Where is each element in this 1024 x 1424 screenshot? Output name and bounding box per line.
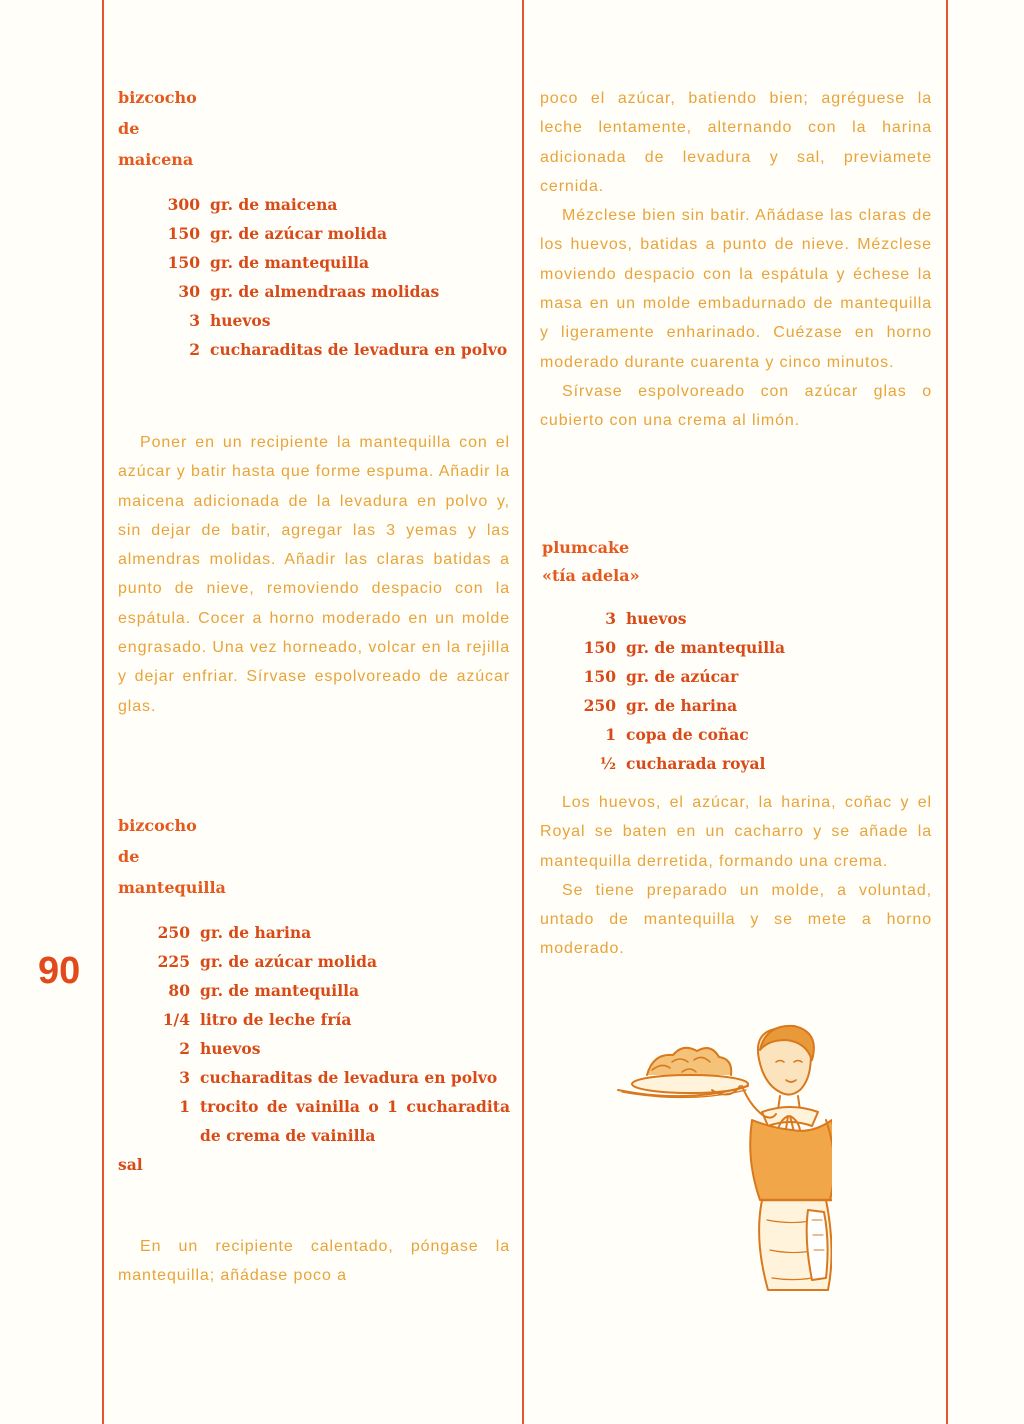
- ingredient-qty: ½: [599, 754, 616, 773]
- ingredient-text: gr. de mantequilla: [200, 981, 360, 1000]
- ingredient-text: cucharaditas de levadura en polvo: [200, 1068, 498, 1087]
- recipe-instructions: [118, 1232, 510, 1291]
- ingredient-item: [148, 277, 508, 306]
- ingredient-text: gr. de azúcar: [626, 667, 739, 686]
- ingredient-text: litro de leche fría: [200, 1010, 352, 1029]
- recipe-title: [118, 810, 510, 903]
- recipe-title: [118, 82, 510, 175]
- ingredient-qty: 1: [179, 1097, 190, 1116]
- recipe-bizcocho-mantequilla: [118, 810, 510, 1179]
- ingredient-item: [572, 691, 912, 720]
- ingredient-item: [148, 976, 510, 1005]
- ingredient-item: [572, 662, 912, 691]
- ingredient-item: [148, 1034, 510, 1063]
- title-line: bizcocho: [118, 816, 197, 835]
- margin-rule-left: [102, 0, 104, 1424]
- ingredient-item: [572, 604, 912, 633]
- continued-instructions: [540, 84, 932, 436]
- ingredient-qty: 150: [167, 253, 200, 272]
- recipe-instructions: [540, 788, 932, 964]
- ingredient-text: gr. de harina: [200, 923, 312, 942]
- ingredient-qty: 300: [167, 195, 200, 214]
- ingredient-text: huevos: [210, 311, 271, 330]
- ingredient-item: [148, 248, 508, 277]
- ingredient-item: [148, 1063, 510, 1092]
- instruction-paragraph: poco el azúcar, batiendo bien; agréguese la leche lentamente, alternando con la harina adicionada de levadura y sal, previamete cernida.: [540, 90, 932, 195]
- ingredient-item: [148, 1005, 510, 1034]
- ingredient-text: gr. de almendraas molidas: [210, 282, 440, 301]
- margin-rule-right: [946, 0, 948, 1424]
- column-divider: [522, 0, 524, 1424]
- recipe-plumcake: [542, 534, 932, 778]
- ingredient-item: [148, 918, 510, 947]
- title-line: mantequilla: [118, 878, 226, 897]
- instruction-paragraph: Se tiene preparado un molde, a voluntad, untado de mantequilla y se mete a horno moderado.: [540, 881, 932, 958]
- ingredient-text: gr. de maicena: [210, 195, 338, 214]
- ingredient-qty: 1/4: [162, 1010, 190, 1029]
- instruction-paragraph: Mézclese bien sin batir. Añádase las claras de los huevos, batidas a punto de nieve. Mézclese moviendo despacio con la espátula y échese la masa en un molde embadurnado de mantequilla y ligeramente enharinado. Cuézase en horno moderado durante cuarenta y cinco minutos.: [540, 207, 932, 371]
- instruction-paragraph: Poner en un recipiente la mantequilla con el azúcar y batir hasta que forme espuma. Añadir la maicena adicionada de la levadura en polvo y, sin dejar de batir, agregar las 3 yemas y las almendras molidas. Añadir las claras batidas a punto de nieve, removiendo despacio con la espátula. Cocer a horno moderado en un molde engrasado. Una vez horneado, volcar en la rejilla y dejar enfriar. Sírvase espolvoreado de azúcar glas.: [118, 434, 510, 715]
- recipe-bizcocho-maicena: [118, 82, 510, 364]
- ingredient-qty: 3: [179, 1068, 190, 1087]
- title-line: de: [118, 119, 140, 138]
- ingredient-qty: 3: [189, 311, 200, 330]
- ingredient-item: [148, 335, 508, 364]
- ingredient-qty: 150: [583, 638, 616, 657]
- ingredient-qty: 150: [167, 224, 200, 243]
- instruction-paragraph: Sírvase espolvoreado con azúcar glas o cubierto con una crema al limón.: [540, 382, 932, 430]
- ingredient-text: gr. de azúcar molida: [200, 952, 378, 971]
- title-line: maicena: [118, 150, 194, 169]
- ingredient-item-sal: sal: [118, 1155, 143, 1174]
- page-number: 90: [38, 950, 81, 992]
- ingredient-item: [572, 749, 912, 778]
- ingredient-text: huevos: [626, 609, 687, 628]
- ingredient-text: cucharaditas de levadura en polvo: [210, 340, 508, 359]
- ingredient-text: gr. de harina: [626, 696, 738, 715]
- ingredient-qty: 1: [605, 725, 616, 744]
- ingredient-qty: 150: [583, 667, 616, 686]
- ingredient-item: [148, 306, 508, 335]
- ingredient-qty: 250: [157, 923, 190, 942]
- ingredient-item: [572, 720, 912, 749]
- ingredient-list: [148, 190, 508, 364]
- recipe-title: [542, 534, 932, 590]
- ingredient-item: [148, 190, 508, 219]
- ingredient-qty: 80: [168, 981, 190, 1000]
- ingredient-qty: 2: [179, 1039, 190, 1058]
- ingredient-qty: 225: [157, 952, 190, 971]
- ingredient-item: [148, 947, 510, 976]
- ingredient-text: copa de coñac: [626, 725, 749, 744]
- ingredient-item: [148, 219, 508, 248]
- ingredient-item: [148, 1092, 510, 1150]
- ingredient-qty: 3: [605, 609, 616, 628]
- ingredient-item: [572, 633, 912, 662]
- ingredient-text: gr. de mantequilla: [210, 253, 370, 272]
- title-line: plumcake: [542, 538, 630, 557]
- title-line: de: [118, 847, 140, 866]
- instruction-paragraph: Los huevos, el azúcar, la harina, coñac y el Royal se baten en un cacharro y se añade la mantequilla derretida, formando una crema.: [540, 794, 932, 870]
- woman-serving-cake-icon: [612, 1020, 832, 1300]
- ingredient-qty: 2: [189, 340, 200, 359]
- ingredient-text: gr. de mantequilla: [626, 638, 786, 657]
- recipe-instructions: [118, 428, 510, 721]
- ingredient-text: huevos: [200, 1039, 261, 1058]
- instruction-paragraph: En un recipiente calentado, póngase la mantequilla; añádase poco a: [118, 1238, 510, 1285]
- ingredient-text: cucharada royal: [626, 754, 766, 773]
- ingredient-text: gr. de azúcar molida: [210, 224, 388, 243]
- ingredient-list: [572, 604, 912, 778]
- title-line: «tía adela»: [542, 566, 640, 585]
- ingredient-text: trocito de vainilla o 1 cucharadita de crema de vainilla: [200, 1097, 510, 1145]
- ingredient-list: [148, 918, 510, 1150]
- ingredient-qty: 30: [178, 282, 200, 301]
- ingredient-qty: 250: [583, 696, 616, 715]
- title-line: bizcocho: [118, 88, 197, 107]
